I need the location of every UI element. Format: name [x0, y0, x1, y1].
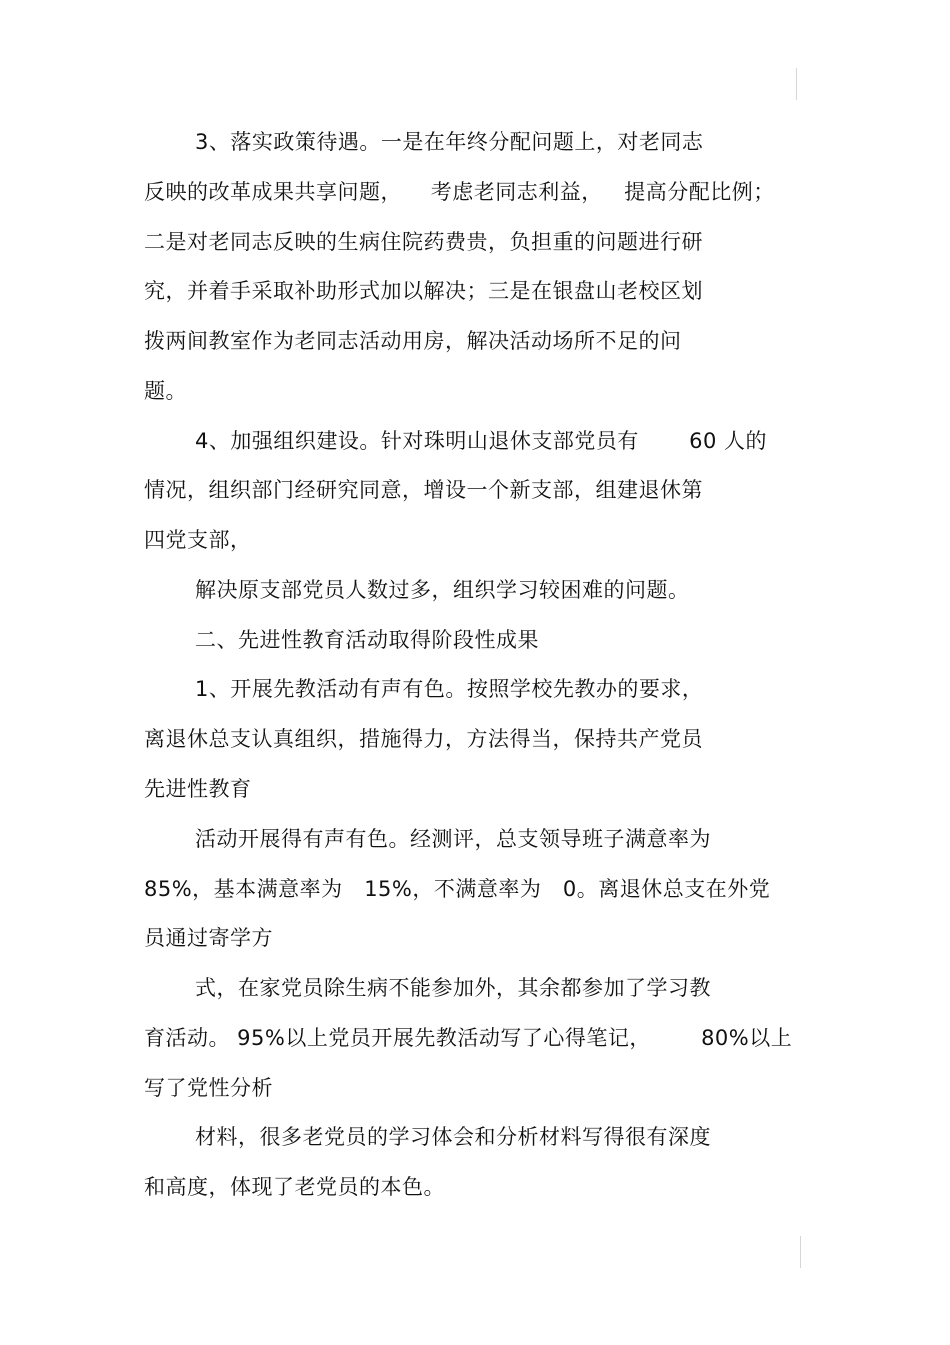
paragraph-line: 1、开展先教活动有声有色。按照学校先教办的要求，: [195, 677, 704, 701]
paragraph-line: 写了党性分析: [144, 1076, 273, 1100]
page-edge-mark-top: [796, 68, 797, 100]
paragraph-line: 离退休总支认真组织，措施得力，方法得当，保持共产党员: [144, 727, 703, 751]
paragraph-line: 育活动。 95%以上党员开展先教活动写了心得笔记， 80%以上: [144, 1026, 793, 1050]
paragraph-line: 式，在家党员除生病不能参加外，其余都参加了学习教: [195, 976, 711, 1000]
section-heading: 二、先进性教育活动取得阶段性成果: [195, 628, 539, 652]
paragraph-line: 反映的改革成果共享问题， 考虑老同志利益， 提高分配比例；: [144, 180, 775, 204]
paragraph-line: 材料，很多老党员的学习体会和分析材料写得很有深度: [195, 1125, 711, 1149]
page-edge-mark-bottom: [800, 1236, 801, 1268]
paragraph-line: 先进性教育: [144, 777, 252, 801]
paragraph-line: 活动开展得有声有色。经测评，总支领导班子满意率为: [195, 827, 711, 851]
paragraph-line: 题。: [144, 379, 187, 403]
paragraph-line: 3、落实政策待遇。一是在年终分配问题上，对老同志: [195, 130, 704, 154]
paragraph-line: 和高度，体现了老党员的本色。: [144, 1175, 445, 1199]
paragraph-line: 4、加强组织建设。针对珠明山退休支部党员有 60 人的: [195, 429, 767, 453]
paragraph-line: 员通过寄学方: [144, 926, 273, 950]
paragraph-line: 情况，组织部门经研究同意，增设一个新支部，组建退休第: [144, 478, 703, 502]
paragraph-line: 85%，基本满意率为 15%，不满意率为 0。离退休总支在外党: [144, 877, 771, 901]
paragraph-line: 二是对老同志反映的生病住院药费贵，负担重的问题进行研: [144, 230, 703, 254]
paragraph-line: 解决原支部党员人数过多，组织学习较困难的问题。: [195, 578, 690, 602]
paragraph-line: 拨两间教室作为老同志活动用房，解决活动场所不足的问: [144, 329, 682, 353]
paragraph-line: 究，并着手采取补助形式加以解决；三是在银盘山老校区划: [144, 279, 703, 303]
paragraph-line: 四党支部，: [144, 528, 252, 552]
